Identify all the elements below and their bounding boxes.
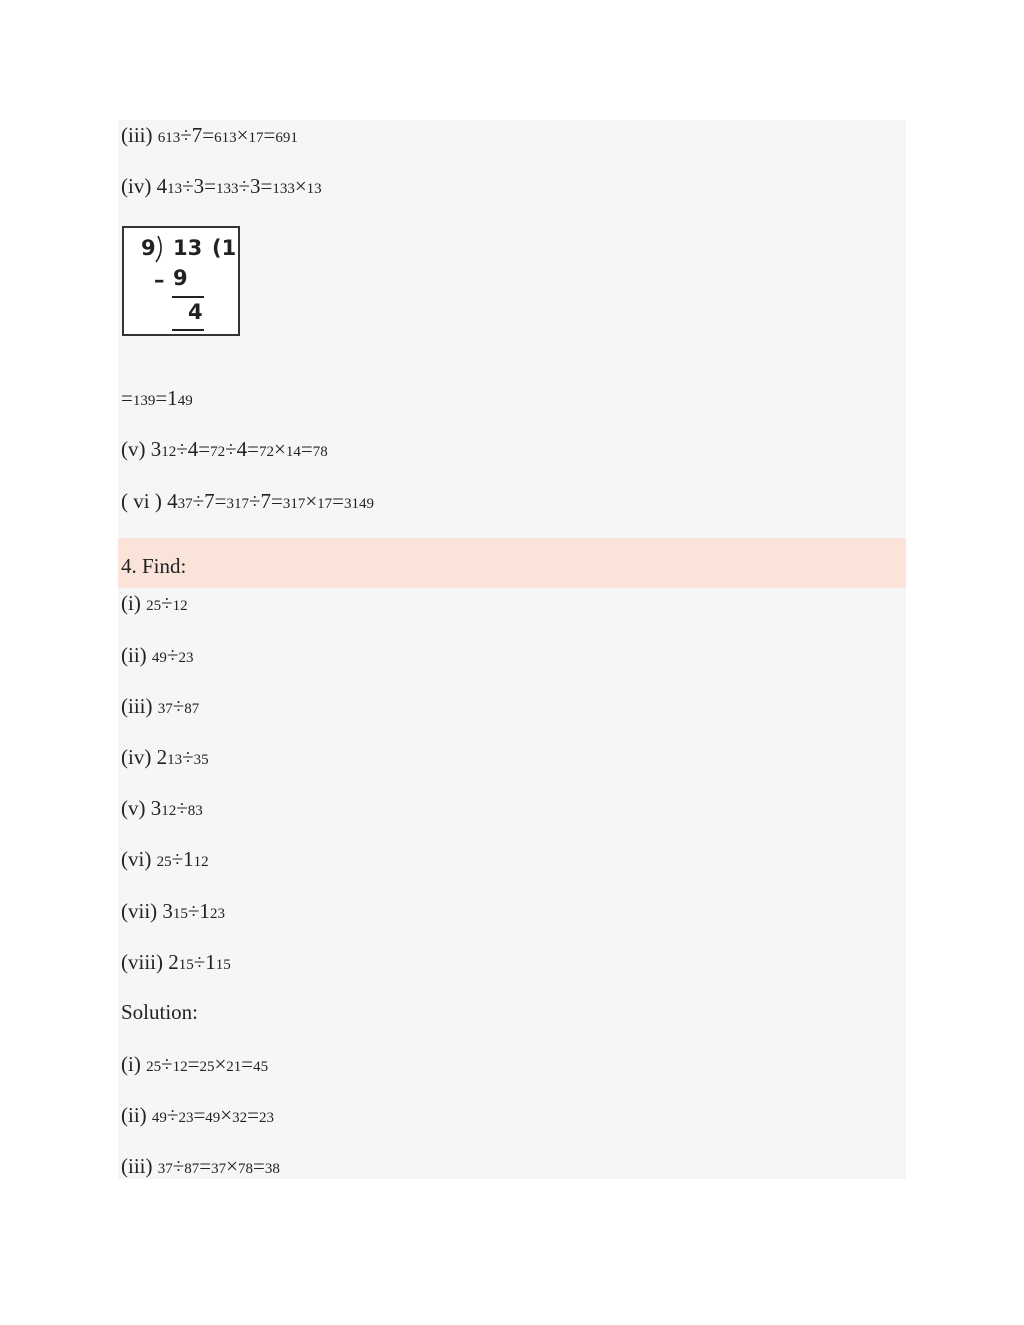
division-rule xyxy=(172,296,204,298)
math-line xyxy=(121,120,298,150)
division-dividend: 13 xyxy=(173,236,203,260)
math-text: × xyxy=(236,123,249,147)
fraction-text: 49 xyxy=(151,1110,167,1126)
fraction-text: 15 xyxy=(178,957,194,973)
item-label: (v) xyxy=(121,437,151,461)
fraction-text: 3149 xyxy=(344,496,375,512)
fraction-text: 17 xyxy=(317,496,333,512)
math-line xyxy=(121,742,209,772)
fraction-text: 25 xyxy=(156,854,172,870)
math-text: ÷4= xyxy=(176,437,211,461)
math-text: = xyxy=(252,1154,265,1178)
math-line xyxy=(121,1049,268,1079)
fraction-text: 25 xyxy=(146,598,162,614)
fraction-text: 317 xyxy=(282,496,306,512)
fraction-text: 37 xyxy=(157,701,173,717)
math-text: ÷ xyxy=(166,1103,179,1127)
fraction-text: 78 xyxy=(312,444,328,460)
math-text: ÷3= xyxy=(182,174,216,198)
fraction-text: 14 xyxy=(285,444,301,460)
fraction-text: 32 xyxy=(232,1110,248,1126)
math-text: × xyxy=(214,1052,227,1076)
fraction-text: 49 xyxy=(177,393,193,409)
fraction-text: 72 xyxy=(259,444,274,460)
document-body xyxy=(118,120,906,1179)
fraction-text: 23 xyxy=(178,1110,194,1126)
fraction-text: 15 xyxy=(215,957,231,973)
math-text: 4 xyxy=(167,489,178,513)
item-label: (iii) xyxy=(121,1154,158,1178)
item-label: ( vi ) xyxy=(121,489,168,513)
math-text: ÷ xyxy=(161,1052,173,1076)
division-double-rule xyxy=(172,329,204,331)
item-label: (i) xyxy=(121,1052,147,1076)
math-text: × xyxy=(294,174,307,198)
math-text: = xyxy=(263,123,276,147)
math-line xyxy=(121,1151,280,1181)
item-label: (ii) xyxy=(121,1103,152,1127)
math-text: = xyxy=(193,1103,206,1127)
math-text: = xyxy=(199,1154,212,1178)
fraction-text: 23 xyxy=(258,1110,274,1126)
item-label: (viii) xyxy=(121,950,169,974)
math-text: × xyxy=(226,1154,238,1178)
math-text: ÷3= xyxy=(238,174,273,198)
item-label: (vii) xyxy=(121,899,163,923)
fraction-text: 12 xyxy=(172,598,188,614)
math-text: ÷ xyxy=(172,694,185,718)
fraction-text: 21 xyxy=(226,1059,242,1075)
math-text: ÷ xyxy=(161,591,173,615)
long-division-figure xyxy=(122,226,240,336)
fraction-text: 72 xyxy=(210,444,226,460)
item-label: (v) xyxy=(121,796,151,820)
math-text: ÷4= xyxy=(225,437,259,461)
fraction-text: 691 xyxy=(275,130,298,146)
math-text: = xyxy=(121,386,133,410)
math-text: =1 xyxy=(155,386,178,410)
math-text: × xyxy=(274,437,286,461)
math-text: ÷7= xyxy=(248,489,283,513)
math-text: ÷7= xyxy=(192,489,227,513)
fraction-text: 13 xyxy=(167,752,183,768)
math-text: ÷1 xyxy=(187,899,210,923)
item-label: (ii) xyxy=(121,643,152,667)
math-text: = xyxy=(247,1103,259,1127)
fraction-text: 25 xyxy=(146,1059,162,1075)
fraction-text: 317 xyxy=(226,496,249,512)
math-text: 2 xyxy=(156,745,168,769)
math-text: 3 xyxy=(150,437,162,461)
math-text: 4 xyxy=(156,174,168,198)
math-text: ÷1 xyxy=(193,950,216,974)
fraction-text: 139 xyxy=(132,393,156,409)
fraction-text: 17 xyxy=(248,130,264,146)
math-line xyxy=(121,588,188,618)
math-text: ÷7= xyxy=(180,123,215,147)
math-text: ÷ xyxy=(176,796,188,820)
division-quotient: (1 xyxy=(212,236,237,260)
section-heading: 4. Find: xyxy=(121,554,187,578)
math-text: ÷1 xyxy=(171,847,194,871)
item-label: (iii) xyxy=(121,123,158,147)
math-text: 3 xyxy=(162,899,173,923)
math-text: ÷ xyxy=(166,643,179,667)
item-label: (i) xyxy=(121,591,147,615)
item-label: (iv) xyxy=(121,745,157,769)
division-minus: – xyxy=(154,268,165,292)
item-label: (iv) xyxy=(121,174,157,198)
fraction-text: 12 xyxy=(193,854,209,870)
fraction-text: 23 xyxy=(178,650,194,666)
fraction-text: 12 xyxy=(172,1059,188,1075)
fraction-text: 37 xyxy=(157,1161,173,1177)
math-text: = xyxy=(187,1052,200,1076)
division-remainder: 4 xyxy=(188,300,203,324)
fraction-text: 13 xyxy=(306,181,322,197)
fraction-text: 12 xyxy=(161,803,177,819)
fraction-text: 23 xyxy=(209,906,225,922)
fraction-text: 45 xyxy=(253,1059,269,1075)
fraction-text: 83 xyxy=(187,803,203,819)
math-line xyxy=(121,947,231,977)
math-line xyxy=(121,383,193,413)
fraction-text: 25 xyxy=(199,1059,215,1075)
math-text: = xyxy=(300,437,313,461)
math-line xyxy=(121,691,199,721)
math-text: ÷ xyxy=(182,745,194,769)
math-line xyxy=(121,1100,274,1130)
item-label: (iii) xyxy=(121,694,158,718)
math-text: = xyxy=(241,1052,254,1076)
fraction-text: 613 xyxy=(214,130,237,146)
math-text: 3 xyxy=(150,796,162,820)
math-line xyxy=(121,640,193,670)
math-text: 2 xyxy=(168,950,179,974)
fraction-text: 12 xyxy=(161,444,177,460)
math-text: × xyxy=(220,1103,233,1127)
math-text: ÷ xyxy=(172,1154,185,1178)
fraction-text: 87 xyxy=(184,701,200,717)
fraction-text: 133 xyxy=(215,181,239,197)
fraction-text: 49 xyxy=(151,650,167,666)
solution-heading: Solution: xyxy=(121,1000,199,1024)
math-line xyxy=(121,486,374,516)
fraction-text: 613 xyxy=(157,130,181,146)
math-text: × xyxy=(305,489,318,513)
math-line xyxy=(121,844,209,874)
fraction-text: 35 xyxy=(193,752,209,768)
fraction-text: 15 xyxy=(172,906,188,922)
math-text: = xyxy=(332,489,345,513)
fraction-text: 49 xyxy=(205,1110,221,1126)
fraction-text: 87 xyxy=(184,1161,200,1177)
section-band xyxy=(118,538,906,588)
fraction-text: 133 xyxy=(272,181,295,197)
fraction-text: 37 xyxy=(211,1161,227,1177)
fraction-text: 38 xyxy=(264,1161,280,1177)
fraction-text: 78 xyxy=(237,1161,253,1177)
division-subtrahend: 9 xyxy=(173,266,188,290)
math-line xyxy=(121,434,328,464)
math-line xyxy=(121,793,203,823)
division-divisor: 9 xyxy=(141,236,156,260)
math-line xyxy=(121,896,225,926)
item-label: (vi) xyxy=(121,847,157,871)
division-bracket xyxy=(154,234,168,264)
math-line xyxy=(121,171,322,201)
fraction-text: 13 xyxy=(167,181,183,197)
fraction-text: 37 xyxy=(177,496,193,512)
